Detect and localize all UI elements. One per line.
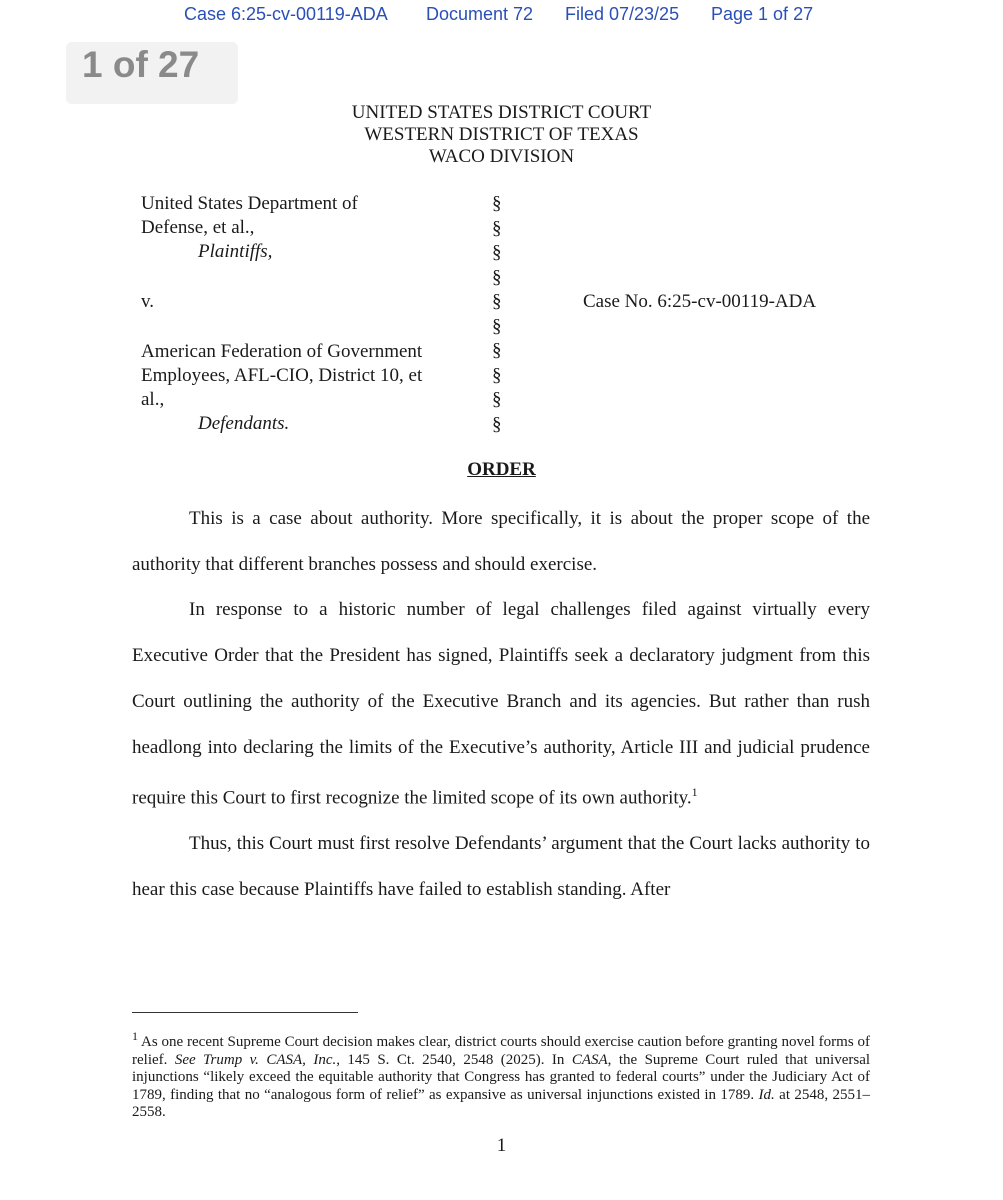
court-name: UNITED STATES DISTRICT COURT bbox=[351, 102, 652, 123]
section-symbol: § bbox=[492, 340, 502, 361]
defendant-name-line1: American Federation of Government bbox=[141, 341, 423, 362]
document-stamp: Document 72 bbox=[426, 4, 534, 24]
footnote-text-1: As one recent Supreme Court decision makes clear, district courts should exercise caution before granting novel forms of relief. bbox=[132, 1034, 870, 1068]
section-symbol: § bbox=[492, 315, 502, 337]
plaintiff-block bbox=[141, 192, 481, 264]
case-number: Case No. 6:25-cv-00119-ADA bbox=[583, 291, 817, 312]
footnote-text-2: , 145 S. Ct. 2540, 2548 (2025). In bbox=[336, 1051, 572, 1068]
division-name: WACO DIVISION bbox=[428, 146, 575, 167]
footnote-reference[interactable]: 1 bbox=[691, 785, 698, 800]
footnote-1 bbox=[132, 1028, 870, 1122]
versus: v. bbox=[141, 291, 155, 312]
section-symbol: § bbox=[492, 193, 502, 214]
plaintiff-name-line2: Defense, et al., bbox=[141, 217, 255, 238]
defendant-role: Defendants. bbox=[198, 413, 290, 434]
paragraph-1: This is a case about authority. More specifically, it is about the proper scope of the authority that different branches possess and should exercise. bbox=[132, 508, 870, 575]
order-title: ORDER bbox=[467, 459, 536, 480]
section-symbol: § bbox=[492, 242, 502, 263]
footnote-citation-casa: See Trump v. CASA, Inc. bbox=[174, 1051, 337, 1068]
page-stamp: Page 1 of 27 bbox=[711, 4, 814, 24]
page-number: 1 bbox=[496, 1135, 507, 1156]
footnote-text-4: at 2548, 2551–2558. bbox=[132, 1086, 870, 1120]
footnote-case-name: CASA bbox=[571, 1051, 608, 1068]
footnote-divider bbox=[132, 1012, 358, 1013]
footnote-id: Id. bbox=[758, 1086, 775, 1103]
paragraph-2-text: In response to a historic number of legal challenges filed against virtually every Executive Order that the President has signed, Plaintiffs seek a declaratory judgment from this Court outlining the authority of the Executive Branch and its agencies. But rather than rush headlong into declaring the limits of the Executive’s authority, Article III and judicial prudence require this Court to first recognize the limited scope of its own authority. bbox=[132, 599, 870, 809]
section-symbol: § bbox=[492, 217, 502, 239]
section-symbol: § bbox=[492, 266, 502, 288]
footnote-marker: 1 bbox=[132, 1029, 138, 1043]
section-symbol: § bbox=[492, 291, 502, 312]
paragraph-3: Thus, this Court must first resolve Defendants’ argument that the Court lacks authority to hear this case because Plaintiffs have failed to establish standing. After bbox=[132, 833, 870, 900]
ecf-header-stamp bbox=[0, 4, 1003, 28]
plaintiff-role: Plaintiffs, bbox=[198, 241, 273, 262]
section-symbol: § bbox=[492, 389, 502, 410]
plaintiff-name-line1: United States Department of bbox=[141, 193, 358, 214]
district-name: WESTERN DISTRICT OF TEXAS bbox=[364, 124, 639, 145]
paragraph-2 bbox=[132, 587, 870, 821]
section-symbol: § bbox=[492, 364, 502, 386]
court-heading bbox=[0, 102, 1003, 168]
case-stamp: Case 6:25-cv-00119-ADA bbox=[184, 4, 388, 24]
defendant-block bbox=[141, 340, 481, 436]
filed-stamp: Filed 07/23/25 bbox=[565, 4, 680, 24]
defendant-name-line2: Employees, AFL-CIO, District 10, et bbox=[141, 365, 423, 386]
page-indicator-overlay: 1 of 27 bbox=[66, 42, 238, 104]
footnote-text-3: , the Supreme Court ruled that universal injunctions “likely exceed the equitable authority that Congress has granted to federal courts” under the Judiciary Act of 1789, finding that no “analogous form of relief” as expansive as universal injunctions existed in 1789. bbox=[132, 1051, 871, 1103]
section-symbol-column bbox=[492, 192, 510, 437]
defendant-name-line3: al., bbox=[141, 389, 165, 410]
order-body bbox=[132, 496, 870, 913]
section-symbol: § bbox=[492, 413, 502, 435]
